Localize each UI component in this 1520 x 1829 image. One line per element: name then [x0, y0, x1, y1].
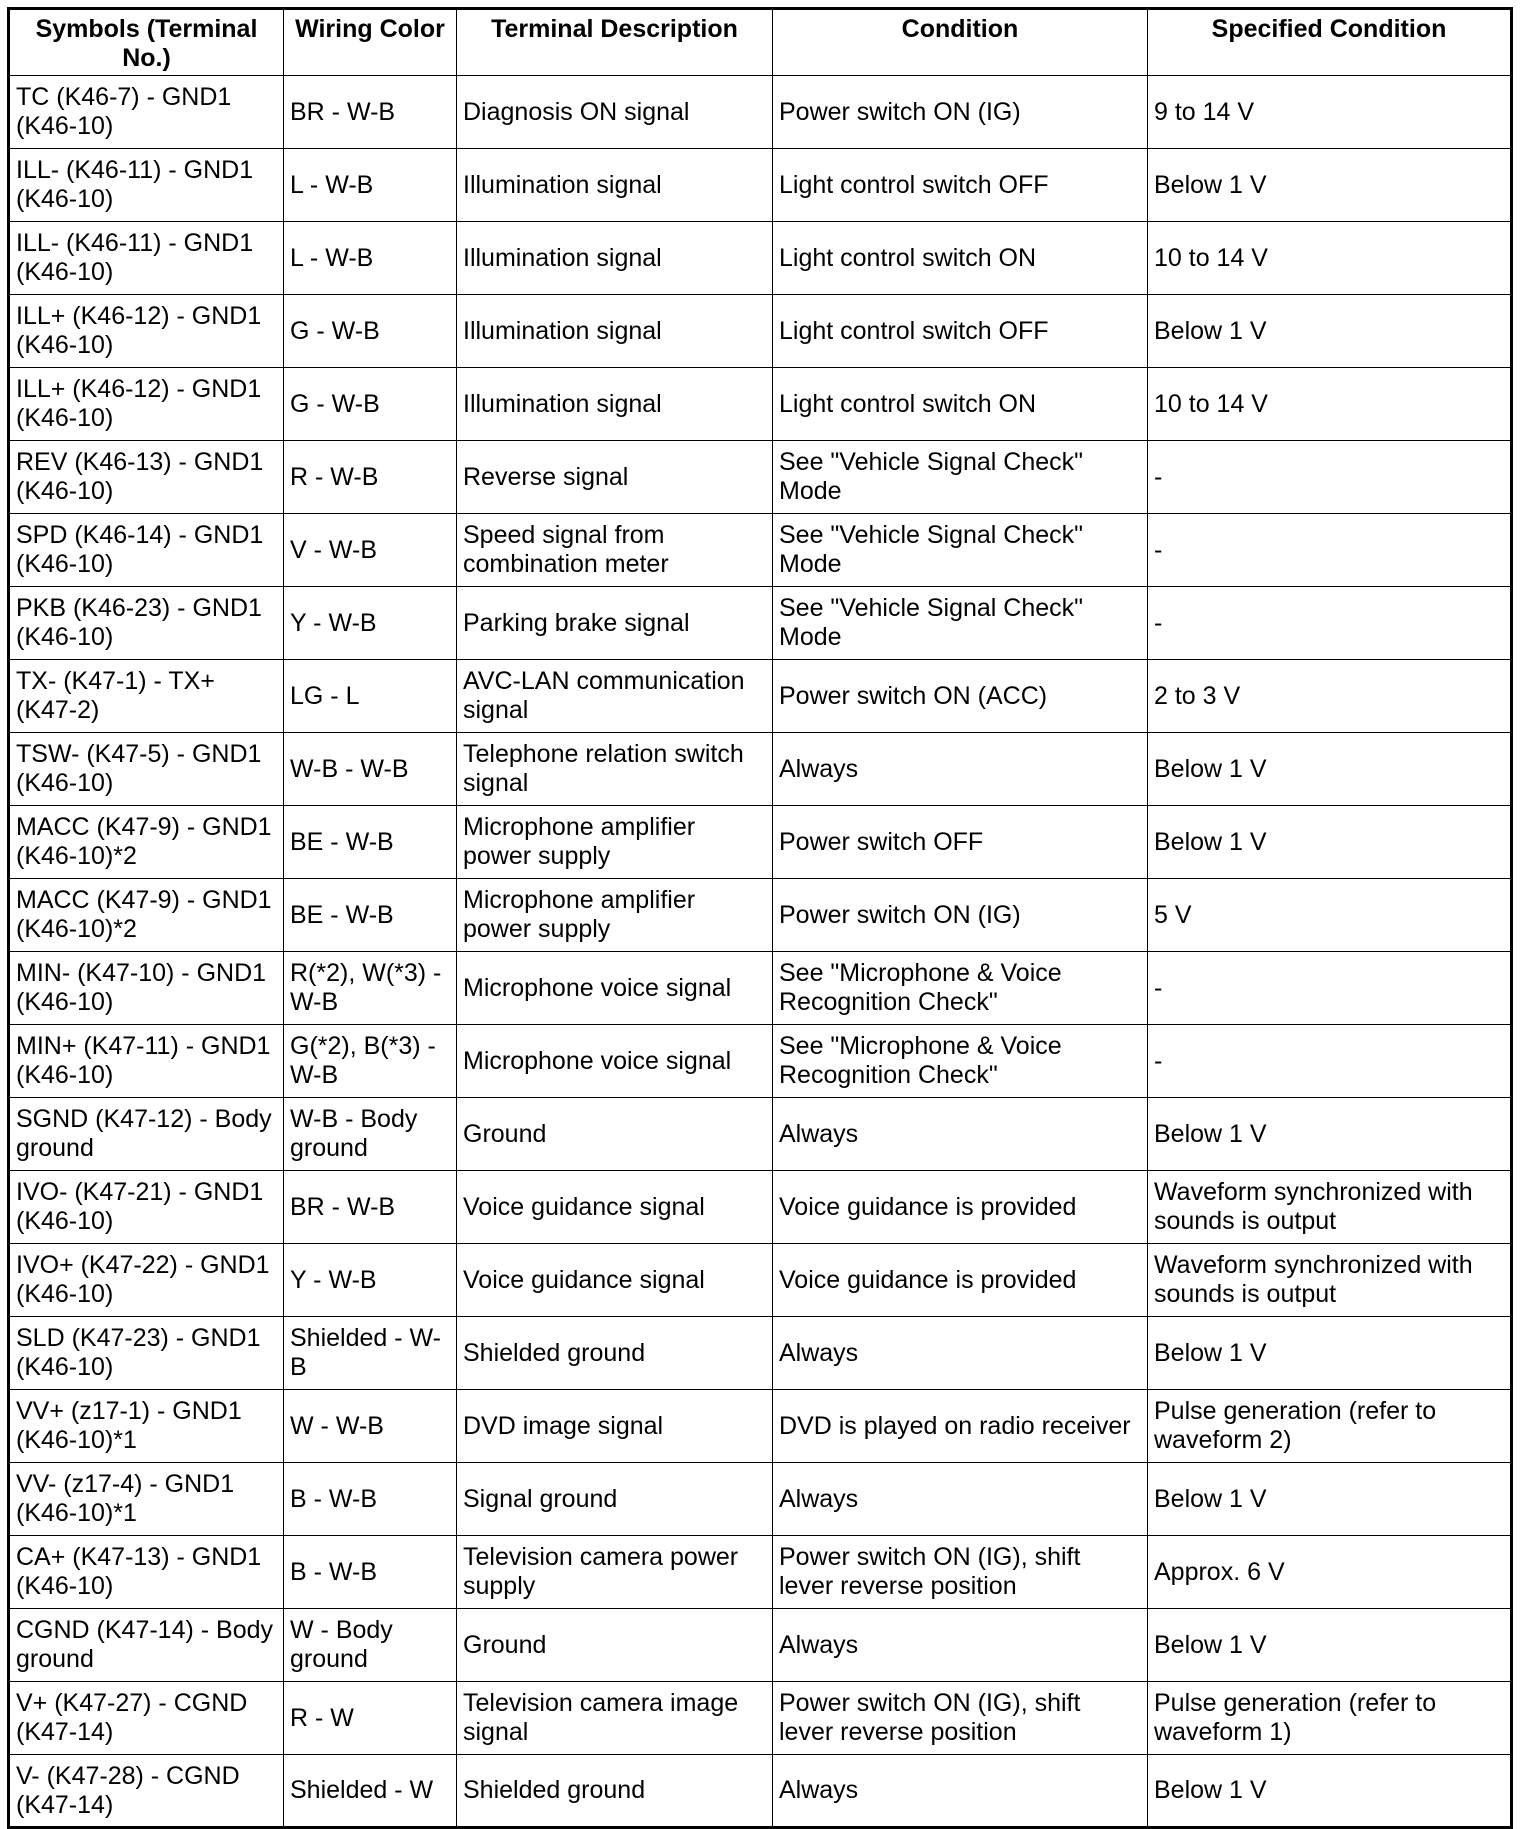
cell-terminal-description: Ground [457, 1098, 773, 1171]
cell-specified-condition: Below 1 V [1148, 1609, 1512, 1682]
cell-terminal-description: Television camera power supply [457, 1536, 773, 1609]
cell-terminal-description: Microphone voice signal [457, 1025, 773, 1098]
cell-wiring-color: G - W-B [284, 368, 457, 441]
cell-symbols: SLD (K47-23) - GND1 (K46-10) [9, 1317, 284, 1390]
cell-wiring-color: W-B - W-B [284, 733, 457, 806]
cell-wiring-color: G(*2), B(*3) - W-B [284, 1025, 457, 1098]
cell-specified-condition: Below 1 V [1148, 149, 1512, 222]
cell-terminal-description: Shielded ground [457, 1317, 773, 1390]
cell-wiring-color: Y - W-B [284, 587, 457, 660]
cell-terminal-description: Speed signal from combination meter [457, 514, 773, 587]
cell-condition: DVD is played on radio receiver [773, 1390, 1148, 1463]
cell-terminal-description: Illumination signal [457, 222, 773, 295]
cell-terminal-description: Television camera image signal [457, 1682, 773, 1755]
cell-specified-condition: Below 1 V [1148, 1755, 1512, 1828]
table-row [9, 76, 1512, 149]
cell-specified-condition: 10 to 14 V [1148, 222, 1512, 295]
cell-symbols: ILL+ (K46-12) - GND1 (K46-10) [9, 368, 284, 441]
cell-condition: See "Vehicle Signal Check" Mode [773, 441, 1148, 514]
cell-terminal-description: Diagnosis ON signal [457, 76, 773, 149]
cell-terminal-description: Reverse signal [457, 441, 773, 514]
table-row [9, 879, 1512, 952]
cell-specified-condition: Waveform synchronized with sounds is output [1148, 1171, 1512, 1244]
cell-specified-condition: 10 to 14 V [1148, 368, 1512, 441]
cell-condition: Light control switch OFF [773, 295, 1148, 368]
table-row [9, 1755, 1512, 1828]
cell-wiring-color: Shielded - W [284, 1755, 457, 1828]
cell-symbols: SPD (K46-14) - GND1 (K46-10) [9, 514, 284, 587]
table-row [9, 1244, 1512, 1317]
cell-wiring-color: W - Body ground [284, 1609, 457, 1682]
cell-terminal-description: AVC-LAN communication signal [457, 660, 773, 733]
cell-specified-condition: - [1148, 514, 1512, 587]
cell-condition: Light control switch ON [773, 368, 1148, 441]
cell-condition: Always [773, 1098, 1148, 1171]
cell-wiring-color: G - W-B [284, 295, 457, 368]
cell-terminal-description: Parking brake signal [457, 587, 773, 660]
cell-symbols: MACC (K47-9) - GND1 (K46-10)*2 [9, 879, 284, 952]
table-row [9, 733, 1512, 806]
cell-condition: Light control switch ON [773, 222, 1148, 295]
cell-symbols: ILL- (K46-11) - GND1 (K46-10) [9, 149, 284, 222]
cell-terminal-description: Microphone amplifier power supply [457, 806, 773, 879]
cell-symbols: SGND (K47-12) - Body ground [9, 1098, 284, 1171]
cell-wiring-color: L - W-B [284, 222, 457, 295]
cell-condition: See "Microphone & Voice Recognition Check" [773, 1025, 1148, 1098]
table-row [9, 1098, 1512, 1171]
cell-specified-condition: Below 1 V [1148, 295, 1512, 368]
table-row [9, 222, 1512, 295]
table-body [9, 76, 1512, 1828]
cell-wiring-color: W-B - Body ground [284, 1098, 457, 1171]
cell-specified-condition: Waveform synchronized with sounds is output [1148, 1244, 1512, 1317]
cell-wiring-color: Y - W-B [284, 1244, 457, 1317]
cell-condition: Power switch ON (ACC) [773, 660, 1148, 733]
cell-condition: Voice guidance is provided [773, 1171, 1148, 1244]
cell-specified-condition: - [1148, 587, 1512, 660]
terminal-spec-sheet [7, 7, 1510, 1829]
cell-condition: Light control switch OFF [773, 149, 1148, 222]
cell-symbols: CGND (K47-14) - Body ground [9, 1609, 284, 1682]
cell-wiring-color: V - W-B [284, 514, 457, 587]
table-row [9, 1682, 1512, 1755]
cell-wiring-color: LG - L [284, 660, 457, 733]
cell-specified-condition: Below 1 V [1148, 1463, 1512, 1536]
cell-terminal-description: DVD image signal [457, 1390, 773, 1463]
table-row [9, 149, 1512, 222]
cell-symbols: VV- (z17-4) - GND1 (K46-10)*1 [9, 1463, 284, 1536]
cell-condition: Always [773, 1463, 1148, 1536]
cell-symbols: ILL- (K46-11) - GND1 (K46-10) [9, 222, 284, 295]
cell-symbols: V- (K47-28) - CGND (K47-14) [9, 1755, 284, 1828]
cell-specified-condition: Below 1 V [1148, 1317, 1512, 1390]
cell-wiring-color: R - W [284, 1682, 457, 1755]
cell-symbols: TSW- (K47-5) - GND1 (K46-10) [9, 733, 284, 806]
cell-condition: Always [773, 1609, 1148, 1682]
table-row [9, 660, 1512, 733]
cell-specified-condition: Below 1 V [1148, 1098, 1512, 1171]
table-header [9, 9, 1512, 76]
cell-specified-condition: - [1148, 952, 1512, 1025]
cell-symbols: MACC (K47-9) - GND1 (K46-10)*2 [9, 806, 284, 879]
cell-wiring-color: B - W-B [284, 1463, 457, 1536]
table-row [9, 441, 1512, 514]
cell-symbols: IVO- (K47-21) - GND1 (K46-10) [9, 1171, 284, 1244]
cell-wiring-color: BE - W-B [284, 806, 457, 879]
cell-specified-condition: Below 1 V [1148, 806, 1512, 879]
table-row [9, 1463, 1512, 1536]
cell-symbols: TC (K46-7) - GND1 (K46-10) [9, 76, 284, 149]
cell-specified-condition: Approx. 6 V [1148, 1536, 1512, 1609]
cell-condition: See "Vehicle Signal Check" Mode [773, 514, 1148, 587]
cell-condition: See "Microphone & Voice Recognition Check" [773, 952, 1148, 1025]
header-row [9, 9, 1512, 76]
table-row [9, 1609, 1512, 1682]
cell-symbols: TX- (K47-1) - TX+ (K47-2) [9, 660, 284, 733]
cell-specified-condition: - [1148, 441, 1512, 514]
cell-condition: Power switch ON (IG) [773, 879, 1148, 952]
cell-terminal-description: Illumination signal [457, 149, 773, 222]
header-condition: Condition [773, 9, 1148, 76]
cell-condition: Always [773, 1755, 1148, 1828]
cell-symbols: VV+ (z17-1) - GND1 (K46-10)*1 [9, 1390, 284, 1463]
cell-symbols: CA+ (K47-13) - GND1 (K46-10) [9, 1536, 284, 1609]
cell-condition: Always [773, 1317, 1148, 1390]
header-symbols: Symbols (Terminal No.) [9, 9, 284, 76]
cell-symbols: MIN- (K47-10) - GND1 (K46-10) [9, 952, 284, 1025]
table-row [9, 952, 1512, 1025]
cell-condition: Power switch ON (IG), shift lever reverse position [773, 1536, 1148, 1609]
cell-symbols: MIN+ (K47-11) - GND1 (K46-10) [9, 1025, 284, 1098]
table-row [9, 1390, 1512, 1463]
table-row [9, 1171, 1512, 1244]
cell-specified-condition: - [1148, 1025, 1512, 1098]
cell-condition: See "Vehicle Signal Check" Mode [773, 587, 1148, 660]
cell-specified-condition: Pulse generation (refer to waveform 1) [1148, 1682, 1512, 1755]
table-row [9, 514, 1512, 587]
cell-terminal-description: Ground [457, 1609, 773, 1682]
cell-wiring-color: R(*2), W(*3) - W-B [284, 952, 457, 1025]
terminal-spec-table [7, 7, 1513, 1829]
cell-terminal-description: Microphone amplifier power supply [457, 879, 773, 952]
header-terminal-description: Terminal Description [457, 9, 773, 76]
cell-symbols: PKB (K46-23) - GND1 (K46-10) [9, 587, 284, 660]
table-row [9, 1317, 1512, 1390]
cell-condition: Power switch ON (IG), shift lever reverse position [773, 1682, 1148, 1755]
header-specified-condition: Specified Condition [1148, 9, 1512, 76]
cell-wiring-color: BR - W-B [284, 76, 457, 149]
cell-specified-condition: Pulse generation (refer to waveform 2) [1148, 1390, 1512, 1463]
table-row [9, 295, 1512, 368]
cell-wiring-color: BE - W-B [284, 879, 457, 952]
cell-condition: Always [773, 733, 1148, 806]
cell-specified-condition: 2 to 3 V [1148, 660, 1512, 733]
cell-symbols: V+ (K47-27) - CGND (K47-14) [9, 1682, 284, 1755]
cell-terminal-description: Microphone voice signal [457, 952, 773, 1025]
cell-terminal-description: Voice guidance signal [457, 1244, 773, 1317]
cell-wiring-color: W - W-B [284, 1390, 457, 1463]
cell-terminal-description: Signal ground [457, 1463, 773, 1536]
cell-symbols: ILL+ (K46-12) - GND1 (K46-10) [9, 295, 284, 368]
cell-condition: Voice guidance is provided [773, 1244, 1148, 1317]
header-wiring-color: Wiring Color [284, 9, 457, 76]
cell-terminal-description: Telephone relation switch signal [457, 733, 773, 806]
cell-symbols: REV (K46-13) - GND1 (K46-10) [9, 441, 284, 514]
table-row [9, 1536, 1512, 1609]
cell-condition: Power switch ON (IG) [773, 76, 1148, 149]
cell-specified-condition: Below 1 V [1148, 733, 1512, 806]
cell-terminal-description: Illumination signal [457, 368, 773, 441]
table-row [9, 368, 1512, 441]
cell-specified-condition: 5 V [1148, 879, 1512, 952]
cell-wiring-color: L - W-B [284, 149, 457, 222]
table-row [9, 587, 1512, 660]
cell-terminal-description: Illumination signal [457, 295, 773, 368]
cell-wiring-color: R - W-B [284, 441, 457, 514]
cell-specified-condition: 9 to 14 V [1148, 76, 1512, 149]
cell-wiring-color: Shielded - W-B [284, 1317, 457, 1390]
cell-terminal-description: Shielded ground [457, 1755, 773, 1828]
cell-wiring-color: B - W-B [284, 1536, 457, 1609]
table-row [9, 806, 1512, 879]
cell-condition: Power switch OFF [773, 806, 1148, 879]
cell-symbols: IVO+ (K47-22) - GND1 (K46-10) [9, 1244, 284, 1317]
table-row [9, 1025, 1512, 1098]
cell-terminal-description: Voice guidance signal [457, 1171, 773, 1244]
cell-wiring-color: BR - W-B [284, 1171, 457, 1244]
